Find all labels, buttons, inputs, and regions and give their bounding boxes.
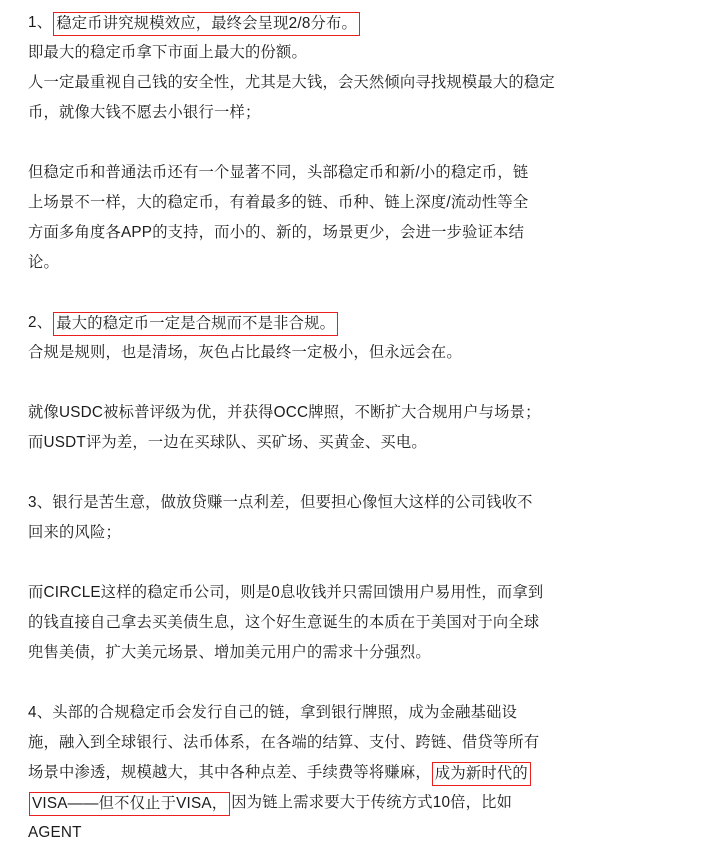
paragraph-4-line-2: 的钱直接自己拿去买美债生息，这个好生意诞生的本质在于美国对于向全球 [28,614,540,631]
highlight-box-2: 最大的稳定币一定是合规而不是非合规。 [53,312,338,336]
page-right-edge [702,0,708,765]
highlight-box-3a: 成为新时代的 [432,762,531,786]
list-item-4-line-4 [28,788,690,818]
paragraph-4-line-3: 兜售美债，扩大美元场景、增加美元用户的需求十分强烈。 [28,644,431,661]
list-item-4-line-5: AGENT [28,824,82,841]
list-item-4-line-2: 施，融入到全球银行、法币体系，在各端的结算、支付、跨链、借贷等所有 [28,734,540,751]
paragraph-spacer-2 [28,278,690,308]
paragraph-spacer-1 [28,128,690,158]
list-number-2: 2、 [28,314,53,331]
paragraph-spacer-3 [28,368,690,398]
list-item-3-line-1: 3、银行是苦生意，做放贷赚一点利差，但要担心像恒大这样的公司钱收不 [28,494,533,511]
paragraph-spacer-6 [28,668,690,698]
highlight-box-3b: VISA——但不仅止于VISA， [29,792,230,816]
list-item-2-heading [28,308,690,338]
list-item-3-line-2: 回来的风险； [28,524,121,541]
list-item-1-heading [28,8,690,38]
list-item-4-line-4-text: 因为链上需求要大于传统方式10倍，比如 [231,794,513,811]
list-number-1: 1、 [28,14,53,31]
paragraph-spacer-4 [28,458,690,488]
paragraph-3-line-1: 就像USDC被标普评级为优，并获得OCC牌照，不断扩大合规用户与场景； [28,404,541,421]
list-item-4-line-3-text: 场景中渗透，规模越大，其中各种点差、手续费等将赚麻， [28,764,431,781]
list-item-1-line-2: 即最大的稳定币拿下市面上最大的份额。 [28,44,307,61]
list-item-4-line-1: 4、头部的合规稳定币会发行自己的链，拿到银行牌照，成为金融基础设 [28,704,518,721]
paragraph-4-line-1: 而CIRCLE这样的稳定币公司，则是0息收钱并只需回馈用户易用性，而拿到 [28,584,544,601]
paragraph-2-line-1: 但稳定币和普通法币还有一个显著不同，头部稳定币和新/小的稳定币，链 [28,164,529,181]
highlight-box-1: 稳定币讲究规模效应，最终会呈现2/8分布。 [53,12,360,36]
paragraph-3-line-2: 而USDT评为差，一边在买球队、买矿场、买黄金、买电。 [28,434,427,451]
paragraph-2-line-2: 上场景不一样，大的稳定币，有着最多的链、币种、链上深度/流动性等全 [28,194,529,211]
paragraph-2-line-4: 论。 [28,254,59,271]
list-item-1-line-3: 人一定最重视自己钱的安全性，尤其是大钱，会天然倾向寻找规模最大的稳定 [28,74,555,91]
list-item-2-line-2: 合规是规则，也是清场，灰色占比最终一定极小，但永远会在。 [28,344,462,361]
list-item-1-line-4: 币，就像大钱不愿去小银行一样； [28,104,261,121]
paragraph-spacer-5 [28,548,690,578]
paragraph-2-line-3: 方面多角度各APP的支持，而小的、新的，场景更少，会进一步验证本结 [28,224,525,241]
list-item-4-line-3 [28,758,690,788]
document-body [28,8,690,848]
